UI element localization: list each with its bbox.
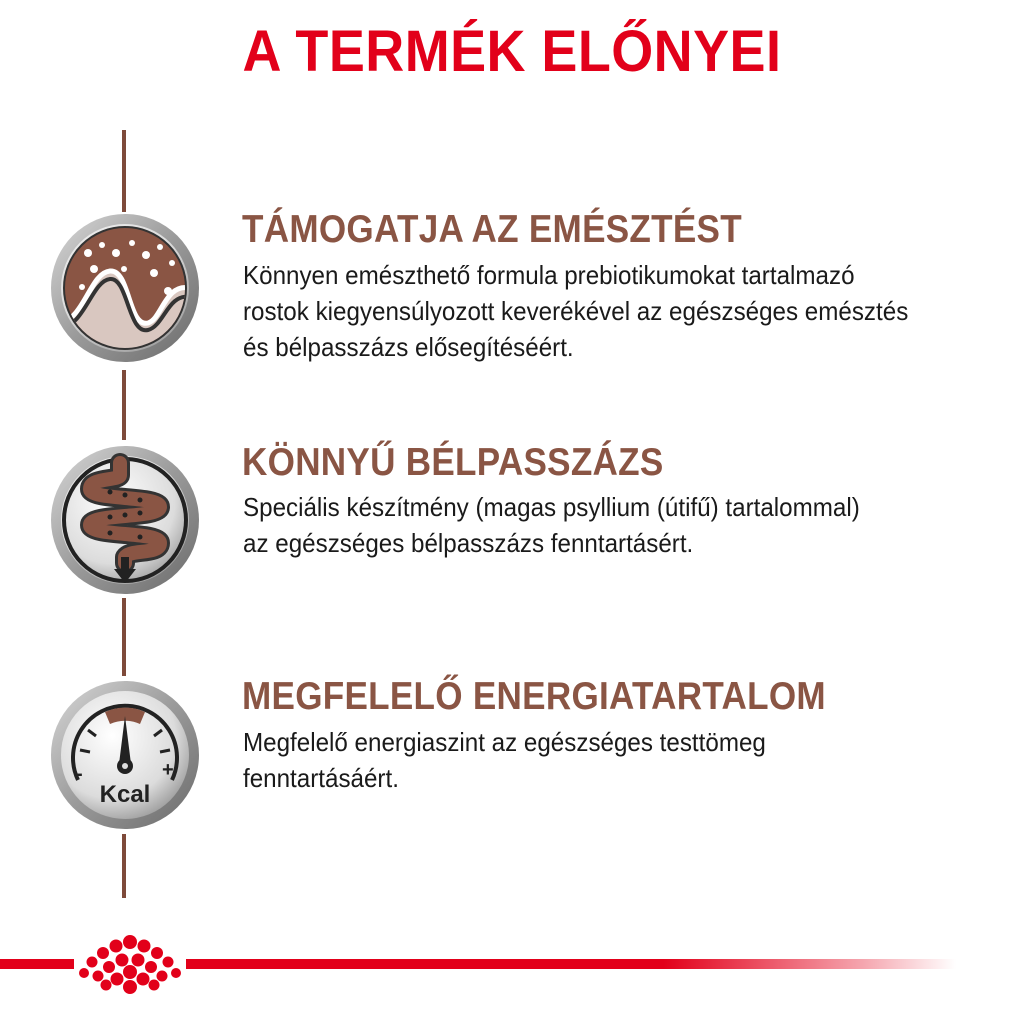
footer-line-right xyxy=(186,959,956,969)
text-line: fenntartásáért. xyxy=(243,763,399,793)
feature-title-transit: KÖNNYŰ BÉLPASSZÁZS xyxy=(242,441,664,484)
gauge-unit-label: Kcal xyxy=(99,781,151,808)
royal-canin-crown-logo xyxy=(72,934,188,996)
text-line: Speciális készítmény (magas psyllium (útifű) tartalommal) xyxy=(243,492,860,522)
feature-text-transit xyxy=(243,489,968,561)
text-line: és bélpasszázs elősegítéséért. xyxy=(243,332,574,362)
feature-text-digestion xyxy=(243,257,968,365)
gauge-plus-label: + xyxy=(162,759,174,781)
page-title: A TERMÉK ELŐNYEI xyxy=(242,19,782,84)
feature-title-digestion: TÁMOGATJA AZ EMÉSZTÉST xyxy=(242,208,742,251)
timeline-line xyxy=(122,834,126,898)
text-line: az egészséges bélpasszázs fenntartásért. xyxy=(243,528,694,558)
footer-line-left xyxy=(0,959,74,969)
kcal-gauge-icon xyxy=(50,680,200,830)
text-line: Könnyen emészthető formula prebiotikumokat tartalmazó xyxy=(243,260,855,290)
text-line: Megfelelő energiaszint az egészséges testtömeg xyxy=(243,727,766,757)
digestion-icon xyxy=(50,213,200,363)
text-line: rostok kiegyensúlyozott keverékével az egészséges emésztés xyxy=(243,296,909,326)
timeline-line xyxy=(122,598,126,676)
feature-text-energy xyxy=(243,724,968,796)
gauge-minus-label: - xyxy=(76,763,83,785)
feature-title-energy: MEGFELELŐ ENERGIATARTALOM xyxy=(242,675,826,718)
intestine-icon xyxy=(50,445,200,595)
timeline-line xyxy=(122,370,126,440)
timeline-line xyxy=(122,130,126,212)
